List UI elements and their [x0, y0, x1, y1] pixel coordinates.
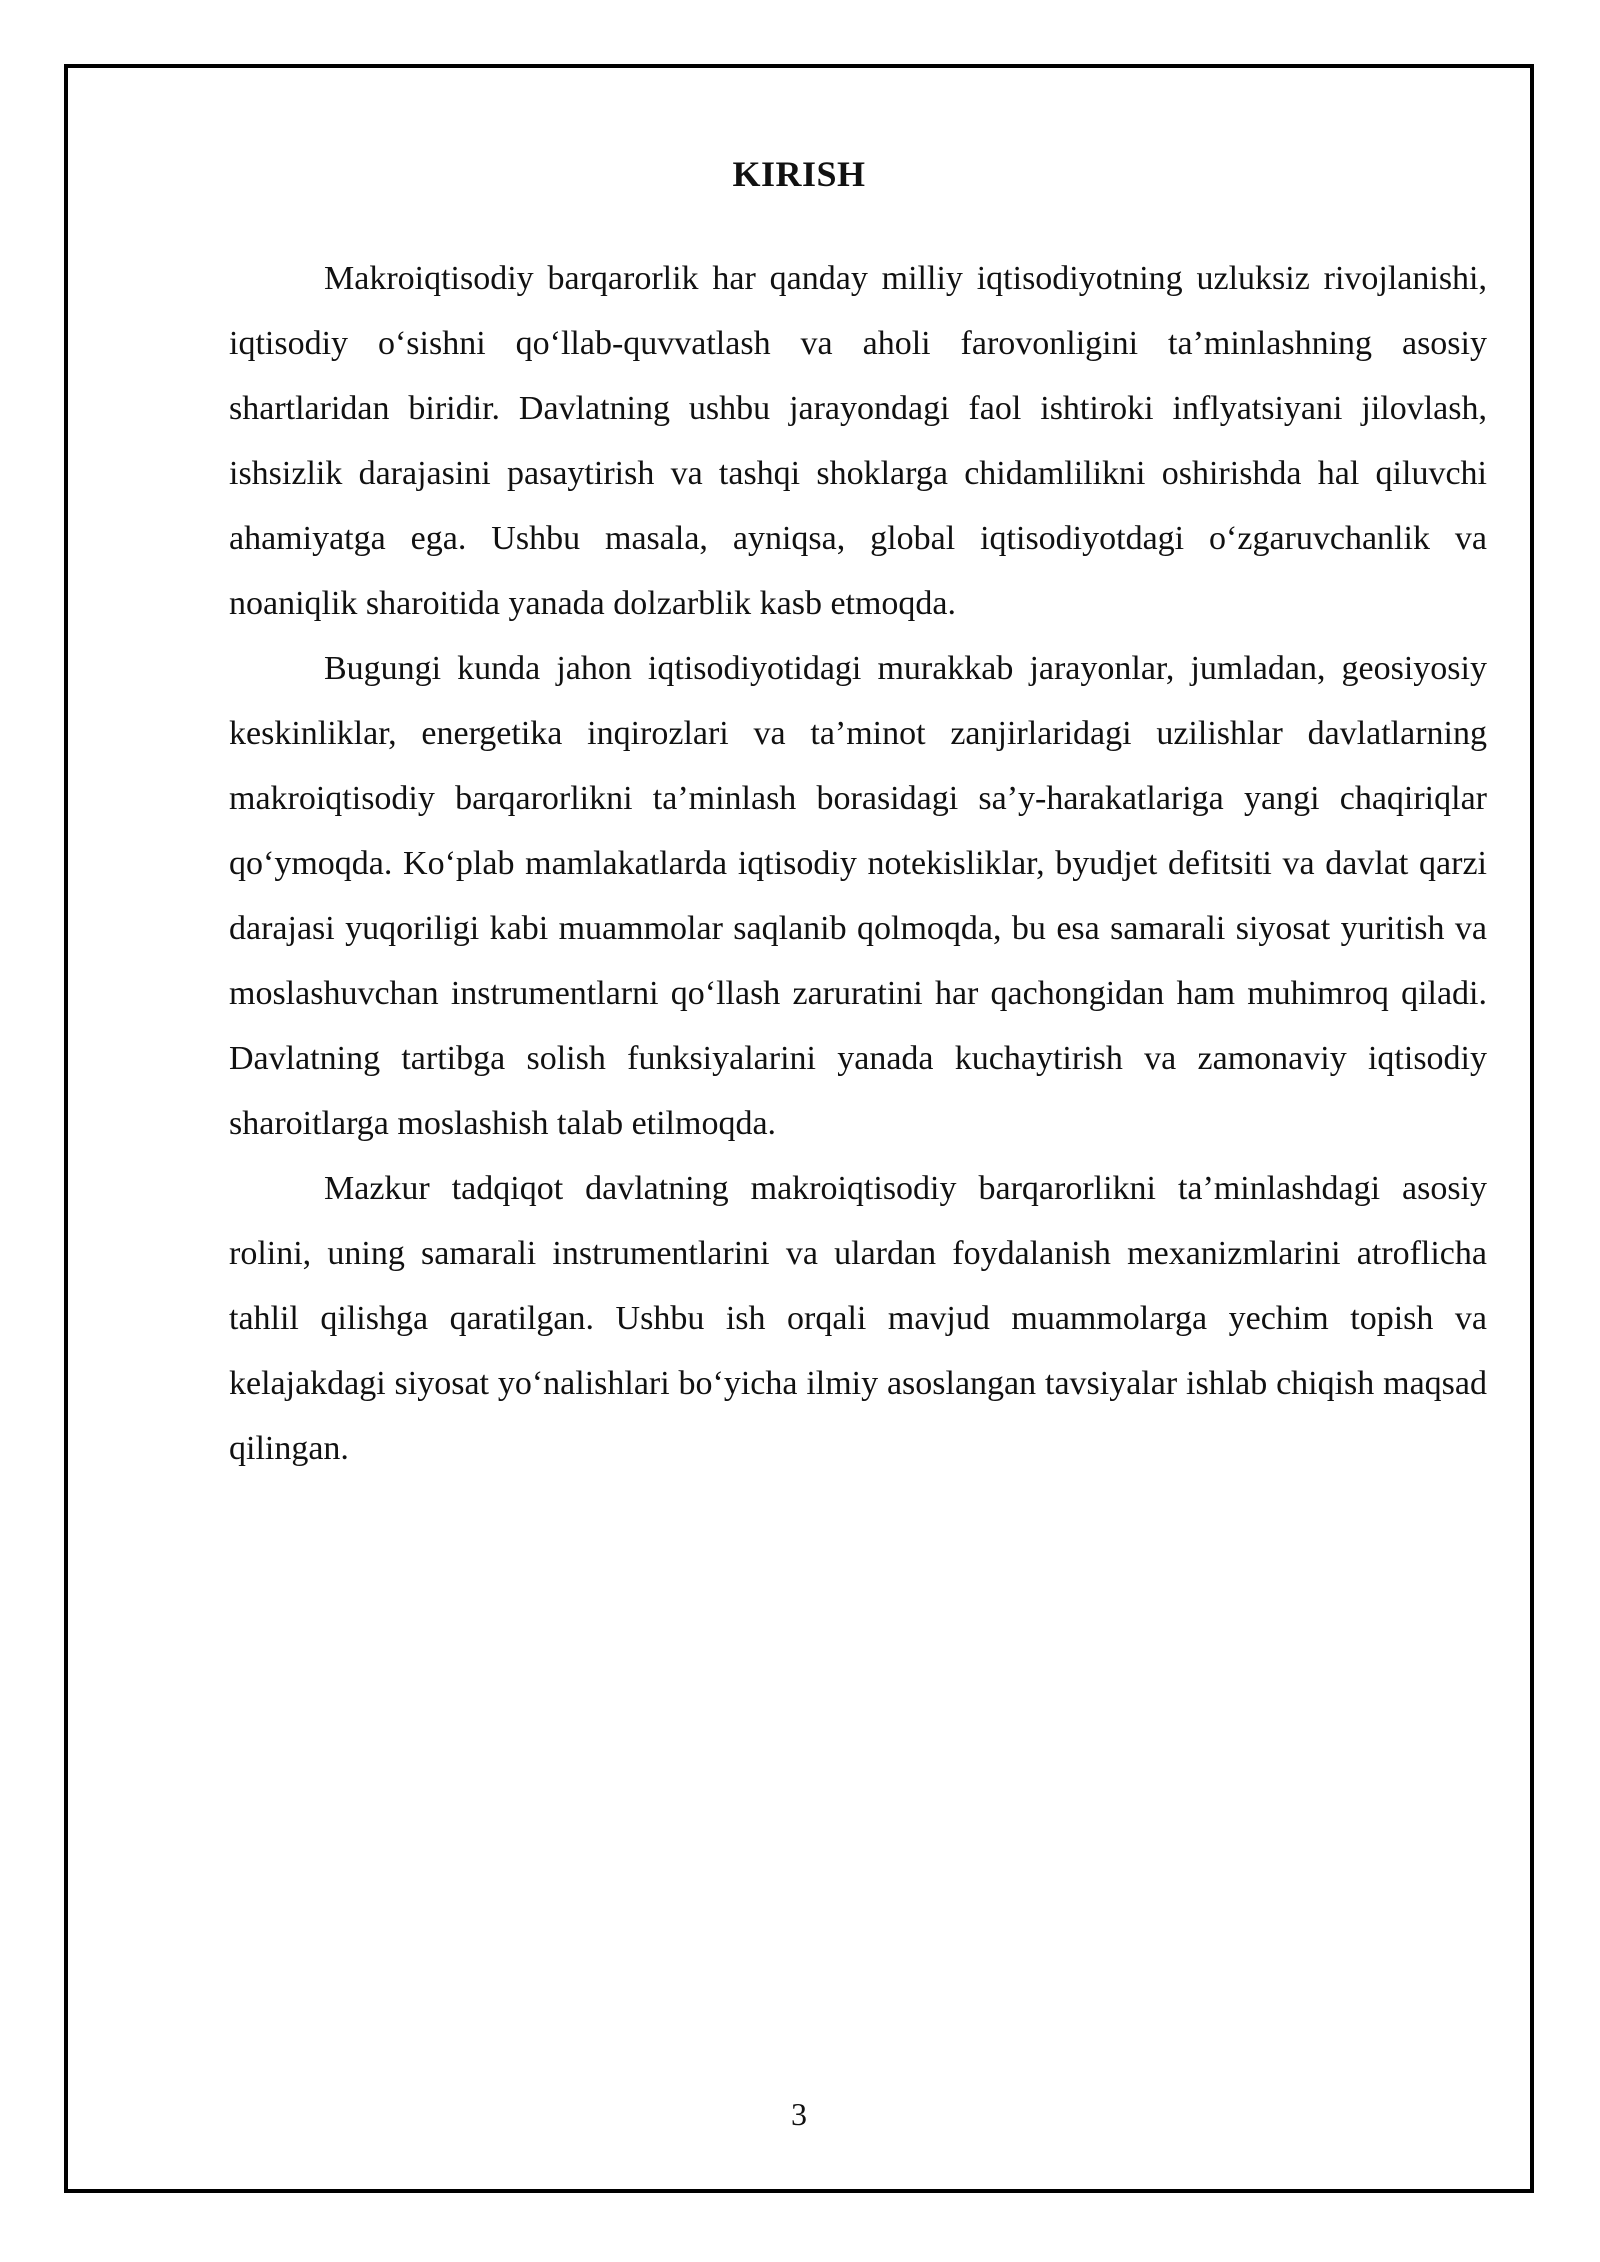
paragraph: Bugungi kunda jahon iqtisodiyotidagi murakkab jarayonlar, jumladan, geosiyosiy keskinliklar, energetika inqirozlari va ta’minot zanjirlaridagi uzilishlar davlatlarning makroiqtisodiy barqarorlikni ta’minlash borasidagi sa’y-harakatlariga yangi chaqiriqlar qo‘ymoqda. Ko‘plab mamlakatlarda iqtisodiy notekisliklar, byudjet defitsiti va davlat qarzi darajasi yuqoriligi kabi muammolar saqlanib qolmoqda, bu esa samarali siyosat yuritish va moslashuvchan instrumentlarni qo‘llash zaruratini har qachongidan ham muhimroq qiladi. Davlatning tartibga solish funksiyalarini yanada kuchaytirish va zamonaviy iqtisodiy sharoitlarga moslashish talab etilmoqda.	[229, 650, 1487, 1142]
paragraph: Makroiqtisodiy barqarorlik har qanday milliy iqtisodiyotning uzluksiz rivojlanishi, iqtisodiy o‘sishni qo‘llab-quvvatlash va aholi farovonligini ta’minlashning asosiy shartlaridan biridir. Davlatning ushbu jarayondagi faol ishtiroki inflyatsiyani jilovlash, ishsizlik darajasini pasaytirish va tashqi shoklarga chidamlilikni oshirishda hal qiluvchi ahamiyatga ega. Ushbu masala, ayniqsa, global iqtisodiyotdagi o‘zgaruvchanlik va noaniqlik sharoitida yanada dolzarblik kasb etmoqda.	[229, 260, 1487, 622]
body-text	[229, 246, 1487, 1481]
page-number: 3	[791, 2096, 807, 2132]
section-heading: KIRISH	[732, 154, 866, 194]
paragraph: Mazkur tadqiqot davlatning makroiqtisodiy barqarorlikni ta’minlashdagi asosiy rolini, uning samarali instrumentlarini va ulardan foydalanish mexanizmlarini atroflicha tahlil qilishga qaratilgan. Ushbu ish orqali mavjud muammolarga yechim topish va kelajakdagi siyosat yo‘nalishlari bo‘yicha ilmiy asoslangan tavsiyalar ishlab chiqish maqsad qilingan.	[229, 1170, 1487, 1467]
